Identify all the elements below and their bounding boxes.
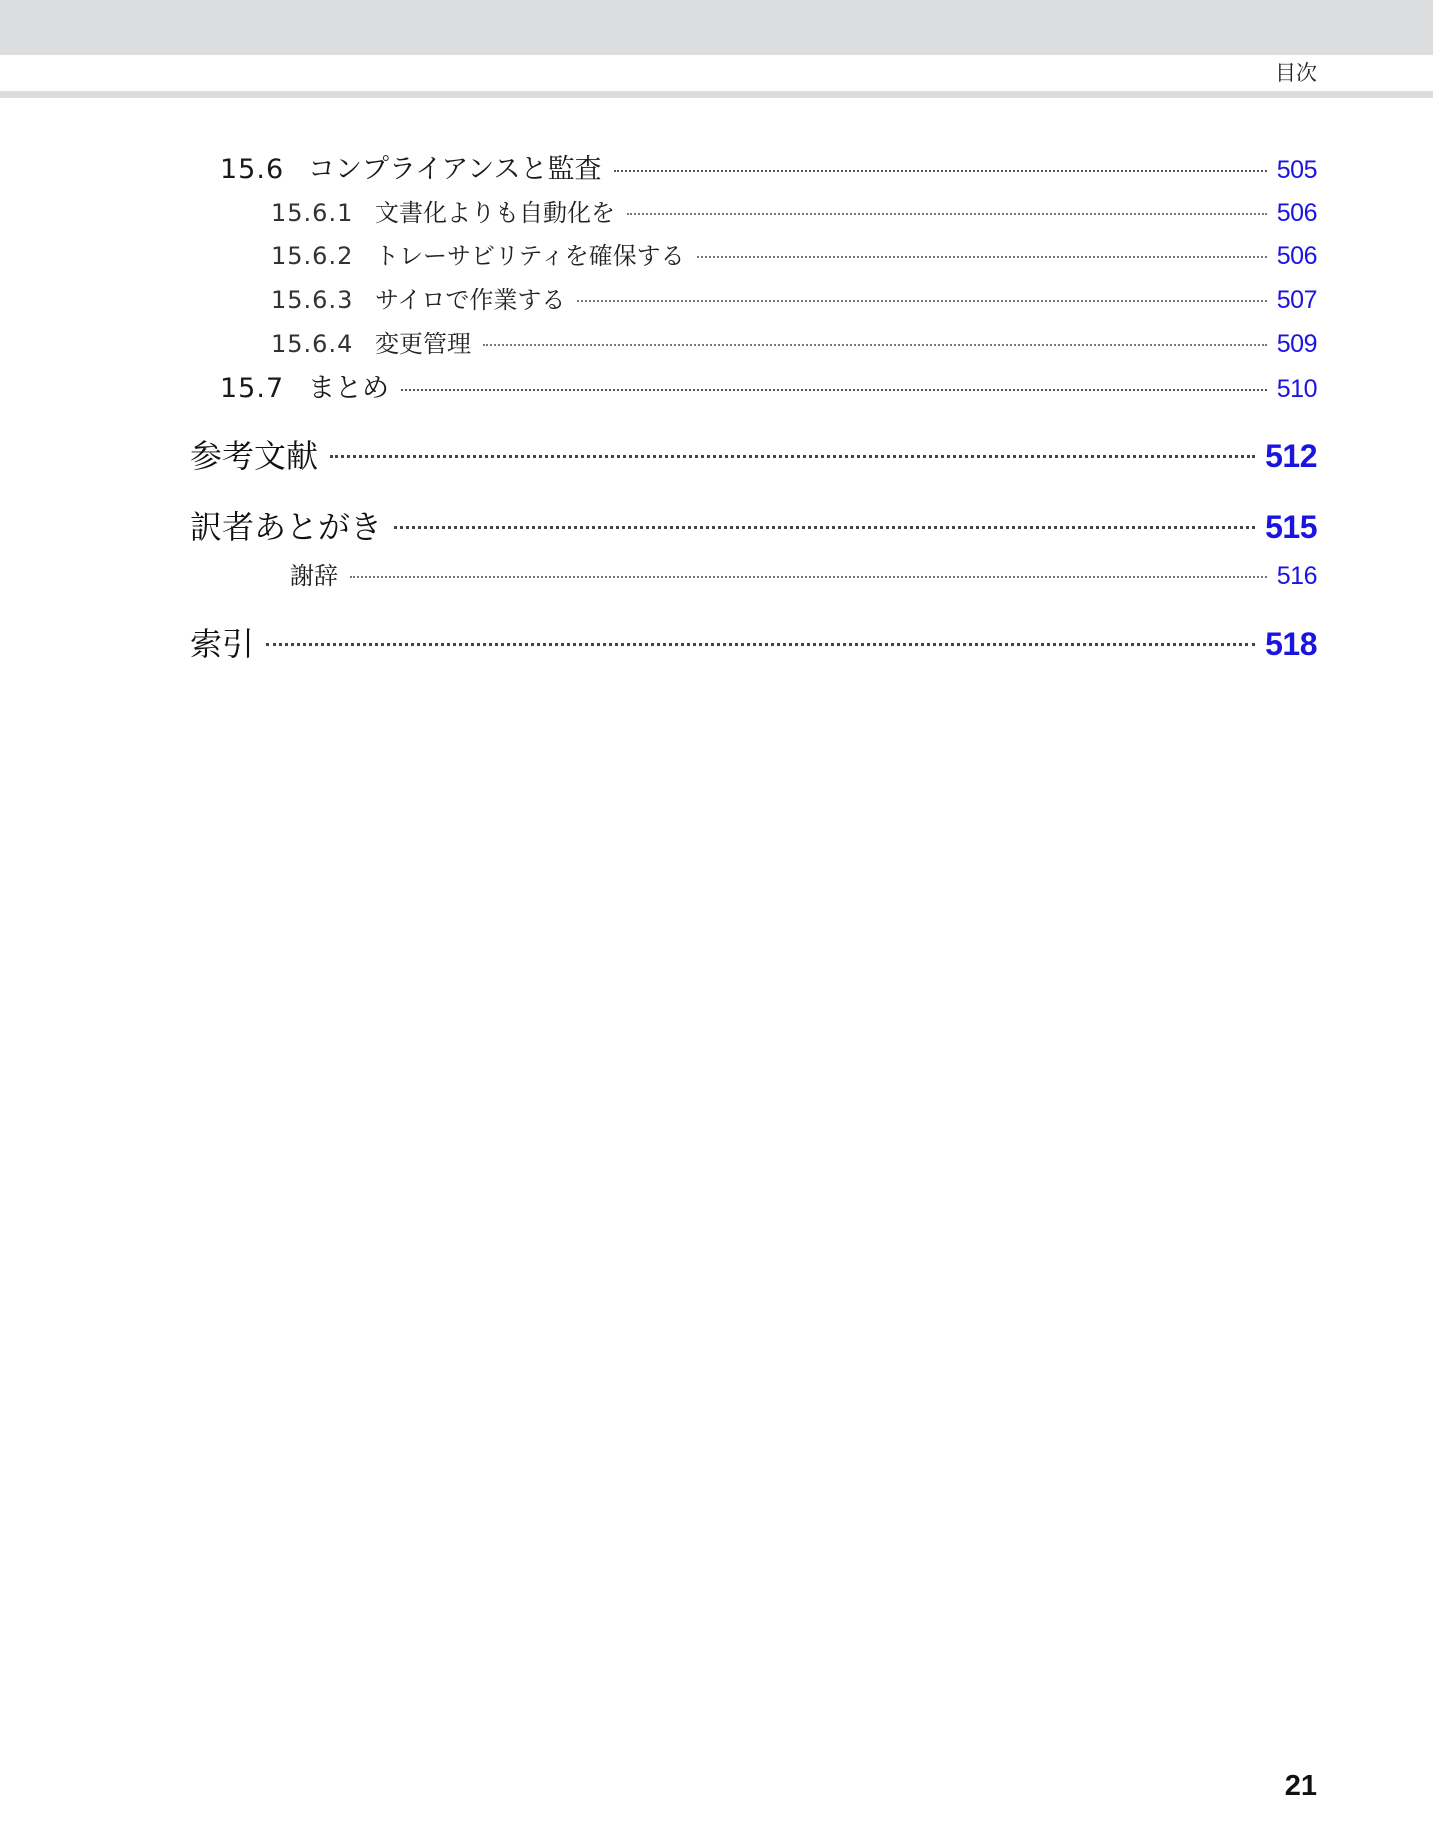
toc-entry-title: 変更管理 [375,330,471,358]
toc-entry-title: 索引 [190,625,255,663]
toc-entry-15-6-1[interactable] [271,198,1317,228]
toc-entry-page-link[interactable]: 506 [1276,242,1317,270]
toc-entry-15-7[interactable] [220,372,1317,406]
toc-entry-references[interactable] [190,436,1317,476]
toc-entry-page-link[interactable]: 512 [1265,438,1317,474]
toc-entry-page-link[interactable]: 507 [1276,286,1317,314]
dot-leader [401,389,1267,391]
header-rule [0,91,1433,98]
toc-entry-index[interactable] [190,624,1317,664]
toc-entry-15-6-2[interactable] [271,241,1317,271]
toc-entry-number: 15.6.1 [271,199,354,227]
dot-leader [577,300,1266,302]
toc-entry-page-link[interactable]: 506 [1276,199,1317,227]
toc-entry-number: 15.6.2 [271,242,354,270]
toc-entry-number: 15.6.3 [271,286,354,314]
toc-entry-15-6[interactable] [220,153,1317,187]
toc-entry-number: 15.6.4 [271,330,354,358]
toc-entry-title: 参考文献 [190,437,319,475]
toc-entry-acknowledgments[interactable] [290,561,1317,591]
toc-entry-title: 謝辞 [290,562,338,590]
toc-entry-15-6-3[interactable] [271,285,1317,315]
dot-leader [330,455,1255,458]
toc-entry-page-link[interactable]: 509 [1276,330,1317,358]
toc-entry-page-link[interactable]: 510 [1276,375,1317,403]
dot-leader [627,213,1267,215]
dot-leader [483,344,1267,346]
dot-leader [614,170,1267,172]
dot-leader [697,256,1267,258]
running-head: 目次 [1275,61,1317,85]
dot-leader [394,526,1255,529]
toc-entry-title: サイロで作業する [375,286,566,314]
toc-entry-title: コンプライアンスと監査 [308,154,602,185]
toc-entry-number: 15.6 [220,154,285,185]
dot-leader [350,576,1267,578]
toc-entry-title: トレーサビリティを確保する [375,242,685,270]
toc-entry-title: 文書化よりも自動化を [375,199,615,227]
dot-leader [266,643,1255,646]
toc-entry-page-link[interactable]: 516 [1276,562,1317,590]
toc-entry-title: 訳者あとがき [190,508,383,546]
toc-entry-page-link[interactable]: 505 [1276,156,1317,184]
toc-entry-15-6-4[interactable] [271,329,1317,359]
toc-entry-afterword[interactable] [190,507,1317,547]
toc-entry-number: 15.7 [220,373,285,404]
toc-entry-page-link[interactable]: 518 [1265,626,1317,662]
top-band [0,0,1433,55]
toc-entry-page-link[interactable]: 515 [1265,509,1317,545]
toc-entry-title: まとめ [308,373,389,404]
page-number: 21 [1284,1770,1317,1802]
